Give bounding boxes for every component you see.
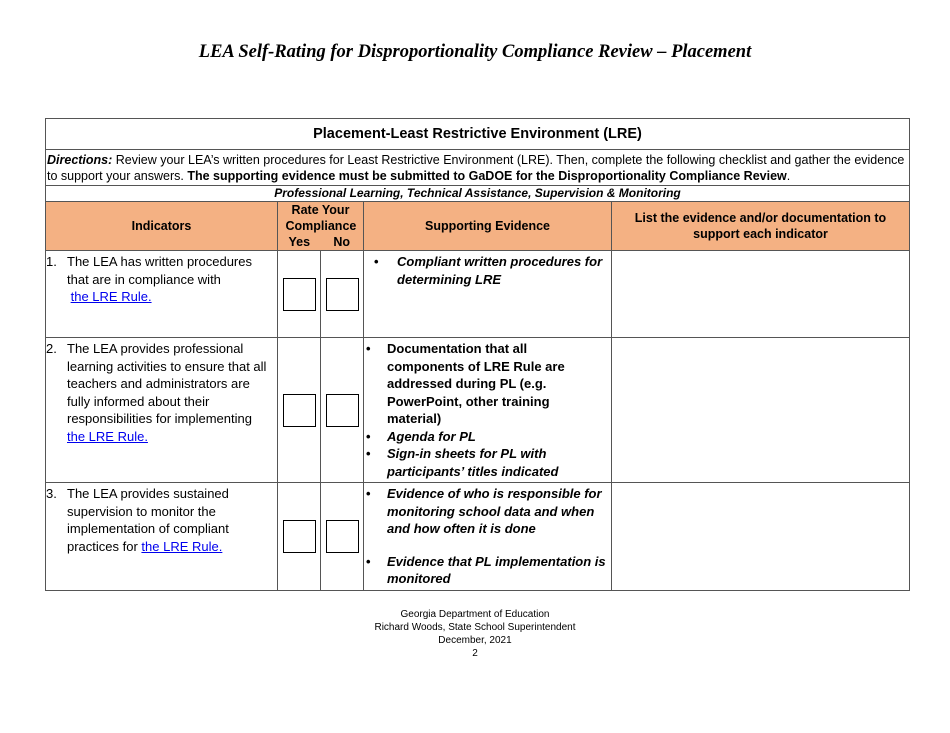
evidence-2: • Documentation that all components of LRE Rule are addressed during PL (e.g. PowerPoint, other training material) • Agenda for PL • Sign-in sheets for PL with participants’ titles indicated xyxy=(364,338,612,483)
no-checkbox[interactable] xyxy=(326,278,359,311)
section-title: Placement-Least Restrictive Environment (LRE) xyxy=(46,119,910,150)
footer xyxy=(0,608,950,660)
yes-checkbox[interactable] xyxy=(283,394,316,427)
header-list-evidence: List the evidence and/or documentation to support each indicator xyxy=(612,202,910,251)
table-row xyxy=(46,338,910,483)
directions: Directions: Review your LEA’s written procedures for Least Restrictive Environment (LRE). Then, complete the following checklist and gather the evidence to support your answers. The supporting evidence must be submitted to GaDOE for the Disproportionality Compliance Review. xyxy=(46,150,910,186)
evidence-1: • Compliant written procedures for determining LRE xyxy=(364,251,612,338)
header-no: No xyxy=(333,235,351,249)
lre-rule-link[interactable]: the LRE Rule. xyxy=(70,289,152,304)
table-row xyxy=(46,251,910,338)
footer-superintendent: Richard Woods, State School Superintendent xyxy=(374,622,576,633)
indicator-3: 3. The LEA provides sustained supervision to monitor the implementation of compliant practices for the LRE Rule. xyxy=(46,483,278,591)
evidence-3: • Evidence of who is responsible for monitoring school data and when and how often it is done • Evidence that PL implementation is monitored xyxy=(364,483,612,591)
evidence-input[interactable] xyxy=(612,251,910,338)
yes-checkbox[interactable] xyxy=(283,520,316,553)
directions-text: Review your LEA’s written procedures for Least Restrictive Environment (LRE). Then, complete the following checklist and gather the evidence to support your answers. xyxy=(47,153,905,183)
footer-date: December, 2021 xyxy=(438,635,512,646)
page-number: 2 xyxy=(472,648,478,659)
directions-label: Directions: xyxy=(47,153,113,167)
document-title: LEA Self-Rating for Disproportionality Compliance Review – Placement xyxy=(198,42,752,62)
no-checkbox[interactable] xyxy=(326,520,359,553)
header-supporting-evidence: Supporting Evidence xyxy=(364,202,612,251)
table-row xyxy=(46,483,910,591)
evidence-input[interactable] xyxy=(612,483,910,591)
header-rate-compliance: Rate Your Compliance Yes No xyxy=(278,202,364,251)
header-indicators: Indicators xyxy=(46,202,278,251)
no-checkbox[interactable] xyxy=(326,394,359,427)
indicator-1: 1. The LEA has written procedures that are in compliance with the LRE Rule. xyxy=(46,251,278,338)
lre-rule-link[interactable]: the LRE Rule. xyxy=(141,538,223,554)
lre-rule-link[interactable]: the LRE Rule. xyxy=(67,428,148,444)
directions-bold: The supporting evidence must be submitted to GaDOE for the Disproportionality Compliance Review xyxy=(187,169,787,183)
header-yes: Yes xyxy=(288,235,311,249)
footer-org: Georgia Department of Education xyxy=(400,609,550,620)
yes-checkbox[interactable] xyxy=(283,278,316,311)
subheading: Professional Learning, Technical Assistance, Supervision & Monitoring xyxy=(46,186,910,202)
indicator-2: 2. The LEA provides professional learning activities to ensure that all teachers and administrators are fully informed about their responsibilities for implementing the LRE Rule. xyxy=(46,338,278,483)
lre-checklist-table xyxy=(45,118,910,591)
evidence-input[interactable] xyxy=(612,338,910,483)
